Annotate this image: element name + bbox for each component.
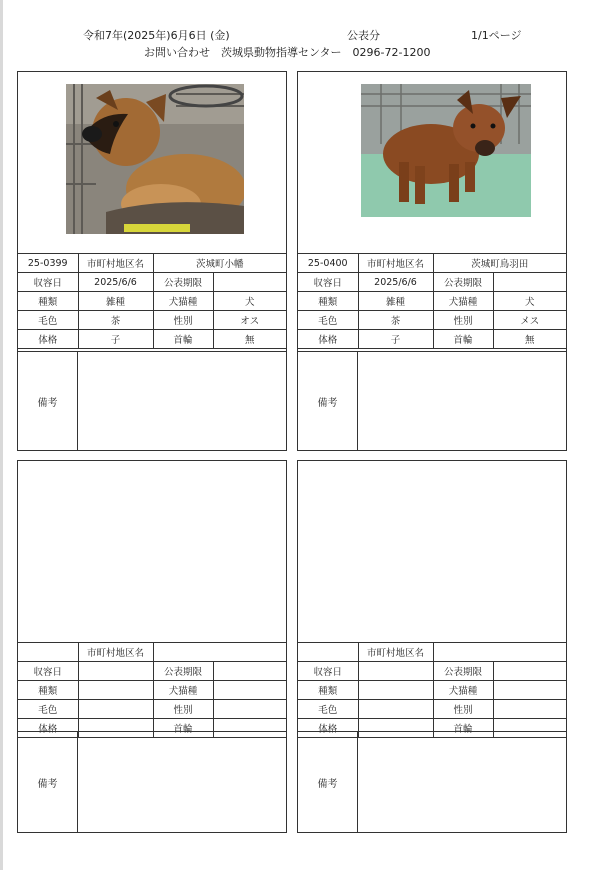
intake-date-label: 収容日 [298, 273, 358, 292]
public-period-value [213, 273, 286, 292]
sex-value: メス [493, 311, 566, 330]
size-label: 体格 [298, 330, 358, 349]
kind-label: 種類 [298, 292, 358, 311]
collar-value: 無 [213, 330, 286, 349]
municipality-label: 市町村地区名 [78, 254, 153, 273]
public-period-label: 公表期限 [433, 273, 493, 292]
dog-cat-label: 犬猫種 [153, 292, 213, 311]
animal-card-4 [297, 460, 567, 833]
animal-photo-1 [66, 84, 244, 234]
public-period-value [213, 662, 286, 681]
size-label: 体格 [18, 330, 78, 349]
sex-value: オス [213, 311, 286, 330]
animal-info-table-4 [298, 642, 566, 738]
dog-cat-value [213, 681, 286, 700]
remarks-section [18, 731, 286, 832]
sex-label: 性別 [153, 311, 213, 330]
municipality-value [153, 643, 286, 662]
color-value: 茶 [78, 311, 153, 330]
intake-date-value [358, 662, 433, 681]
collar-label: 首輪 [433, 330, 493, 349]
municipality-value [433, 643, 566, 662]
sex-label: 性別 [153, 700, 213, 719]
dog-cat-value: 犬 [213, 292, 286, 311]
intake-date-label: 収容日 [298, 662, 358, 681]
color-label: 毛色 [298, 700, 358, 719]
remarks-label: 備考 [298, 352, 358, 450]
color-value [78, 700, 153, 719]
intake-date-label: 収容日 [18, 662, 78, 681]
animal-card-3 [17, 460, 287, 833]
municipality-label: 市町村地区名 [358, 254, 433, 273]
size-value: 子 [358, 330, 433, 349]
animal-card-2 [297, 71, 567, 451]
kind-label: 種類 [18, 292, 78, 311]
sex-label: 性別 [433, 311, 493, 330]
color-label: 毛色 [18, 700, 78, 719]
dog-cat-label: 犬猫種 [433, 292, 493, 311]
header-publication: 公表分 [347, 29, 380, 42]
public-period-value [493, 662, 566, 681]
kind-label: 種類 [18, 681, 78, 700]
size-value: 子 [78, 330, 153, 349]
sex-value [213, 700, 286, 719]
dog-cat-value: 犬 [493, 292, 566, 311]
size-label: 体格 [18, 719, 78, 738]
municipality-value: 茨城町小幡 [153, 254, 286, 273]
remarks-section [298, 731, 566, 832]
kind-value [78, 681, 153, 700]
municipality-label: 市町村地区名 [358, 643, 433, 662]
header-date: 令和7年(2025年)6月6日 (金) [83, 29, 230, 42]
animal-id: 25-0399 [18, 254, 78, 273]
animal-info-table-3 [18, 642, 286, 738]
header-contact: お問い合わせ 茨城県動物指導センター 0296-72-1200 [144, 46, 431, 59]
color-value: 茶 [358, 311, 433, 330]
remarks-label: 備考 [298, 732, 358, 832]
kind-label: 種類 [298, 681, 358, 700]
public-period-label: 公表期限 [433, 662, 493, 681]
header-page-number: 1/1ページ [471, 29, 522, 42]
kind-value: 雑種 [358, 292, 433, 311]
animal-info-table-1 [18, 253, 286, 349]
kind-value: 雑種 [78, 292, 153, 311]
animal-info-table-2 [298, 253, 566, 349]
dog-cat-label: 犬猫種 [433, 681, 493, 700]
animal-photo-2 [361, 84, 531, 217]
intake-date-value: 2025/6/6 [78, 273, 153, 292]
public-period-value [493, 273, 566, 292]
remarks-label: 備考 [18, 732, 78, 832]
collar-value: 無 [493, 330, 566, 349]
public-period-label: 公表期限 [153, 662, 213, 681]
intake-date-label: 収容日 [18, 273, 78, 292]
collar-label: 首輪 [433, 719, 493, 738]
public-period-label: 公表期限 [153, 273, 213, 292]
page-edge [0, 0, 3, 870]
intake-date-value: 2025/6/6 [358, 273, 433, 292]
dog-cat-label: 犬猫種 [153, 681, 213, 700]
color-label: 毛色 [18, 311, 78, 330]
remarks-section [18, 351, 286, 450]
collar-label: 首輪 [153, 330, 213, 349]
sex-value [493, 700, 566, 719]
animal-id [18, 643, 78, 662]
color-value [358, 700, 433, 719]
intake-date-value [78, 662, 153, 681]
animal-id: 25-0400 [298, 254, 358, 273]
sex-label: 性別 [433, 700, 493, 719]
animal-card-1 [17, 71, 287, 451]
collar-label: 首輪 [153, 719, 213, 738]
animal-id [298, 643, 358, 662]
size-label: 体格 [298, 719, 358, 738]
dog-cat-value [493, 681, 566, 700]
municipality-label: 市町村地区名 [78, 643, 153, 662]
color-label: 毛色 [298, 311, 358, 330]
kind-value [358, 681, 433, 700]
remarks-section [298, 351, 566, 450]
remarks-label: 備考 [18, 352, 78, 450]
municipality-value: 茨城町鳥羽田 [433, 254, 566, 273]
